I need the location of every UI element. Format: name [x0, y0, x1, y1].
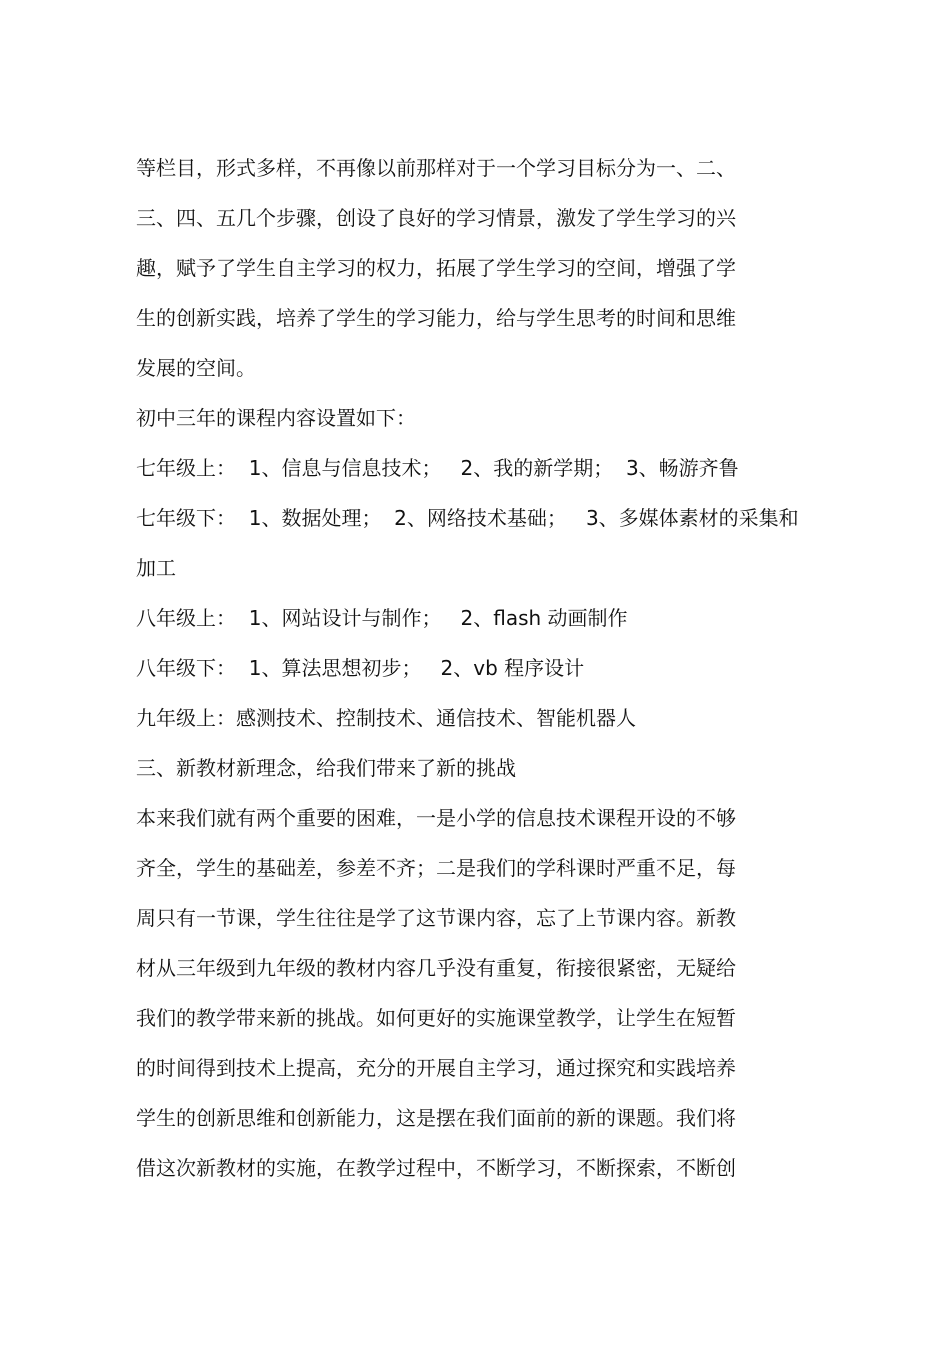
text-line: 本来我们就有两个重要的困难，一是小学的信息技术课程开设的不够 — [136, 806, 736, 830]
text-line: 七年级上： 1、信息与信息技术； 2、我的新学期； 3、畅游齐鲁 — [136, 456, 739, 480]
body-text — [136, 143, 836, 1193]
text-line: 八年级上： 1、网站设计与制作； 2、flash 动画制作 — [136, 606, 628, 630]
text-line: 发展的空间。 — [136, 356, 256, 380]
text-line: 学生的创新思维和创新能力，这是摆在我们面前的新的课题。我们将 — [136, 1106, 736, 1130]
text-line: 初中三年的课程内容设置如下： — [136, 406, 416, 430]
text-line: 七年级下： 1、数据处理； 2、网络技术基础； 3、多媒体素材的采集和 — [136, 506, 799, 530]
text-line: 加工 — [136, 556, 176, 580]
text-line: 八年级下： 1、算法思想初步； 2、vb 程序设计 — [136, 656, 585, 680]
text-line: 等栏目，形式多样，不再像以前那样对于一个学习目标分为一、二、 — [136, 156, 736, 180]
text-line: 三、四、五几个步骤，创设了良好的学习情景，激发了学生学习的兴 — [136, 206, 736, 230]
text-line: 生的创新实践，培养了学生的学习能力，给与学生思考的时间和思维 — [136, 306, 736, 330]
text-line: 我们的教学带来新的挑战。如何更好的实施课堂教学，让学生在短暂 — [136, 1006, 736, 1030]
text-line: 趣，赋予了学生自主学习的权力，拓展了学生学习的空间，增强了学 — [136, 256, 736, 280]
text-line: 齐全，学生的基础差，参差不齐；二是我们的学科课时严重不足，每 — [136, 856, 736, 880]
text-line: 材从三年级到九年级的教材内容几乎没有重复，衔接很紧密，无疑给 — [136, 956, 736, 980]
text-line: 九年级上：感测技术、控制技术、通信技术、智能机器人 — [136, 706, 636, 730]
text-line: 借这次新教材的实施，在教学过程中，不断学习，不断探索，不断创 — [136, 1156, 736, 1180]
text-line: 的时间得到技术上提高，充分的开展自主学习，通过探究和实践培养 — [136, 1056, 736, 1080]
text-line: 周只有一节课，学生往往是学了这节课内容，忘了上节课内容。新教 — [136, 906, 736, 930]
section-heading: 三、新教材新理念，给我们带来了新的挑战 — [136, 756, 516, 780]
